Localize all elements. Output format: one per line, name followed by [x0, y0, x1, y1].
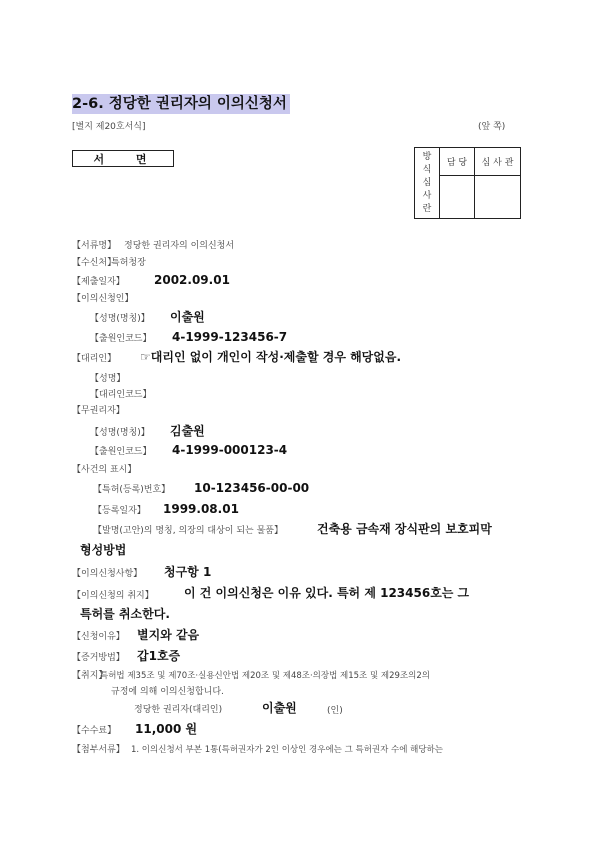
signer-label: 정당한 권리자(대리인) — [134, 705, 223, 715]
doc-name-value: 정당한 권리자의 이의신청서 — [124, 241, 235, 251]
evidence-label: 【증거방법】 — [72, 653, 125, 663]
reason-label: 【신청이유】 — [72, 632, 125, 642]
exam-side-label: 방 식 심 사 란 — [415, 148, 440, 219]
document-type-box: 서 면 — [72, 150, 174, 167]
examination-box — [414, 147, 521, 219]
reason-value: 별지와 같음 — [137, 628, 200, 642]
objection-item-label: 【이의신청사항】 — [72, 569, 143, 579]
applicant-code-value: 4-1999-123456-7 — [172, 330, 288, 344]
exam-staff-sign-cell — [440, 176, 475, 219]
agent-name-label: 【성명】 — [90, 374, 126, 384]
submit-date-value: 2002.09.01 — [154, 273, 230, 287]
case-label: 【사건의 표시】 — [72, 465, 137, 475]
invention-value-line2: 형성방법 — [80, 543, 127, 557]
exam-examiner-sign-cell — [475, 176, 521, 219]
reg-date-label: 【등록일자】 — [93, 506, 146, 516]
attachment-label: 【첨부서류】 — [72, 745, 125, 755]
purport-text-line1: 특허법 제35조 및 제70조·실용신안법 제20조 및 제48조·의장법 제15조 및 제29조의2의 — [100, 671, 430, 681]
applicant-name-value: 이출원 — [170, 310, 205, 324]
objection-purpose-line1: 이 건 이의신청은 이유 있다. 특허 제 123456호는 그 — [184, 586, 470, 600]
agent-note: ☞대리인 없이 개인이 작성·제출할 경우 해당없음. — [140, 350, 402, 364]
signer-name: 이출원 — [262, 701, 297, 715]
agent-code-label: 【대리인코드】 — [90, 390, 152, 400]
purport-label: 【취지】 — [72, 671, 108, 681]
submit-date-label: 【제출일자】 — [72, 277, 125, 287]
form-number: [별지 제20호서식] — [72, 122, 146, 132]
recipient-label: 【수신처】 — [72, 258, 117, 268]
rightholder-code-value: 4-1999-000123-4 — [172, 443, 288, 457]
exam-col-staff: 담 당 — [440, 148, 475, 176]
reg-no-label: 【특허(등록)번호】 — [93, 485, 171, 495]
applicant-code-label: 【출원인코드】 — [90, 334, 152, 344]
page-title: 2-6. 정당한 권리자의 이의신청서 — [72, 94, 290, 114]
objection-item-value: 청구항 1 — [164, 565, 212, 579]
rightholder-code-label: 【출원인코드】 — [90, 447, 152, 457]
recipient-value: 특허청장 — [111, 258, 146, 268]
page-side-label: (앞 쪽) — [478, 122, 506, 132]
doc-name-label: 【서류명】 — [72, 241, 117, 251]
applicant-name-label: 【성명(명칭)】 — [90, 314, 150, 324]
seal-mark: (인) — [327, 706, 343, 716]
rightholder-name-value: 김출원 — [170, 424, 205, 438]
applicant-label: 【이의신청인】 — [72, 294, 134, 304]
reg-no-value: 10-123456-00-00 — [194, 481, 310, 495]
attachment-text: 1. 이의신청서 부본 1통(특허권자가 2인 이상인 경우에는 그 특허권자 수에 해당하는 — [131, 745, 444, 755]
rightholder-name-label: 【성명(명칭)】 — [90, 428, 150, 438]
exam-col-examiner: 심 사 관 — [475, 148, 521, 176]
fee-value: 11,000 원 — [135, 722, 198, 736]
purport-text-line2: 규정에 의해 이의신청합니다. — [111, 687, 224, 697]
objection-purpose-line2: 특허를 취소한다. — [80, 607, 170, 621]
rightholder-label: 【무권리자】 — [72, 406, 125, 416]
invention-label: 【발명(고안)의 명칭, 의장의 대상이 되는 물품】 — [93, 526, 283, 536]
evidence-value: 갑1호증 — [137, 649, 181, 663]
agent-label: 【대리인】 — [72, 354, 117, 364]
fee-label: 【수수료】 — [72, 726, 117, 736]
invention-value-line1: 건축용 금속재 장식판의 보호피막 — [317, 522, 492, 536]
objection-purpose-label: 【이의신청의 취지】 — [72, 591, 154, 601]
reg-date-value: 1999.08.01 — [163, 502, 239, 516]
